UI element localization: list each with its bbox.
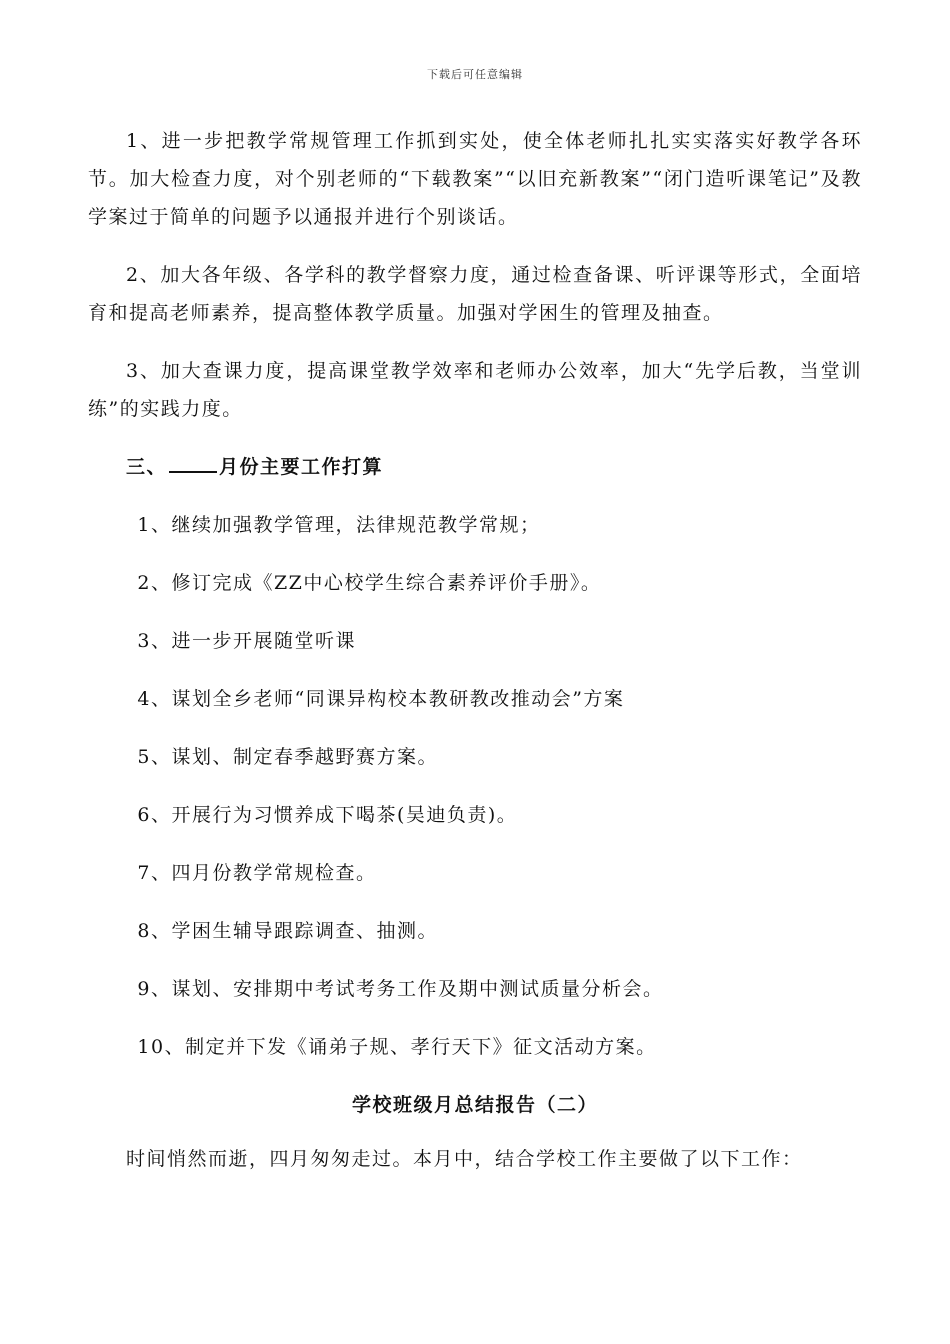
paragraph-2: 2、加大各年级、各学科的教学督察力度，通过检查备课、听评课等形式，全面培育和提高老师素养，提高整体教学质量。加强对学困生的管理及抽查。 [88, 264, 862, 324]
page-header: 下载后可任意编辑 [427, 68, 523, 81]
section-prefix: 三、 [126, 456, 168, 478]
paragraph-1: 1、进一步把教学常规管理工作抓到实处，使全体老师扎扎实实落实好教学各环节。加大检查力度，对个别老师的“下载教案”“以旧充新教案”“闭门造听课笔记”及教学案过于简单的问题予以通报并进行个别谈话。 [88, 130, 862, 228]
section-heading [88, 448, 862, 486]
plan-item-9: 9、谋划、安排期中考试考务工作及期中测试质量分析会。 [137, 978, 664, 1000]
plan-item-10: 10、制定并下发《诵弟子规、孝行天下》征文活动方案。 [137, 1036, 657, 1058]
plan-item-5: 5、谋划、制定春季越野赛方案。 [137, 746, 438, 768]
plan-item-1: 1、继续加强教学管理，法律规范教学常规； [137, 514, 541, 536]
plan-item-8: 8、学困生辅导跟踪调查、抽测。 [137, 920, 438, 942]
plan-item-7: 7、四月份教学常规检查。 [137, 862, 377, 884]
plan-item-6: 6、开展行为习惯养成下喝茶(吴迪负责)。 [137, 804, 518, 826]
blank-underline [169, 451, 217, 473]
plan-item-4: 4、谋划全乡老师“同课异构校本教研教改推动会”方案 [137, 688, 625, 710]
paragraph-3: 3、加大查课力度，提高课堂教学效率和老师办公效率，加大“先学后教，当堂训练”的实践力度。 [88, 360, 862, 420]
report-title: 学校班级月总结报告（二） [351, 1094, 598, 1116]
plan-item-3: 3、进一步开展随堂听课 [137, 630, 356, 652]
report-intro: 时间悄然而逝，四月匆匆走过。本月中，结合学校工作主要做了以下工作： [126, 1148, 803, 1170]
section-suffix: 月份主要工作打算 [219, 456, 384, 478]
document-body [88, 122, 862, 1198]
plan-item-2: 2、修订完成《ZZ中心校学生综合素养评价手册》。 [137, 572, 602, 594]
